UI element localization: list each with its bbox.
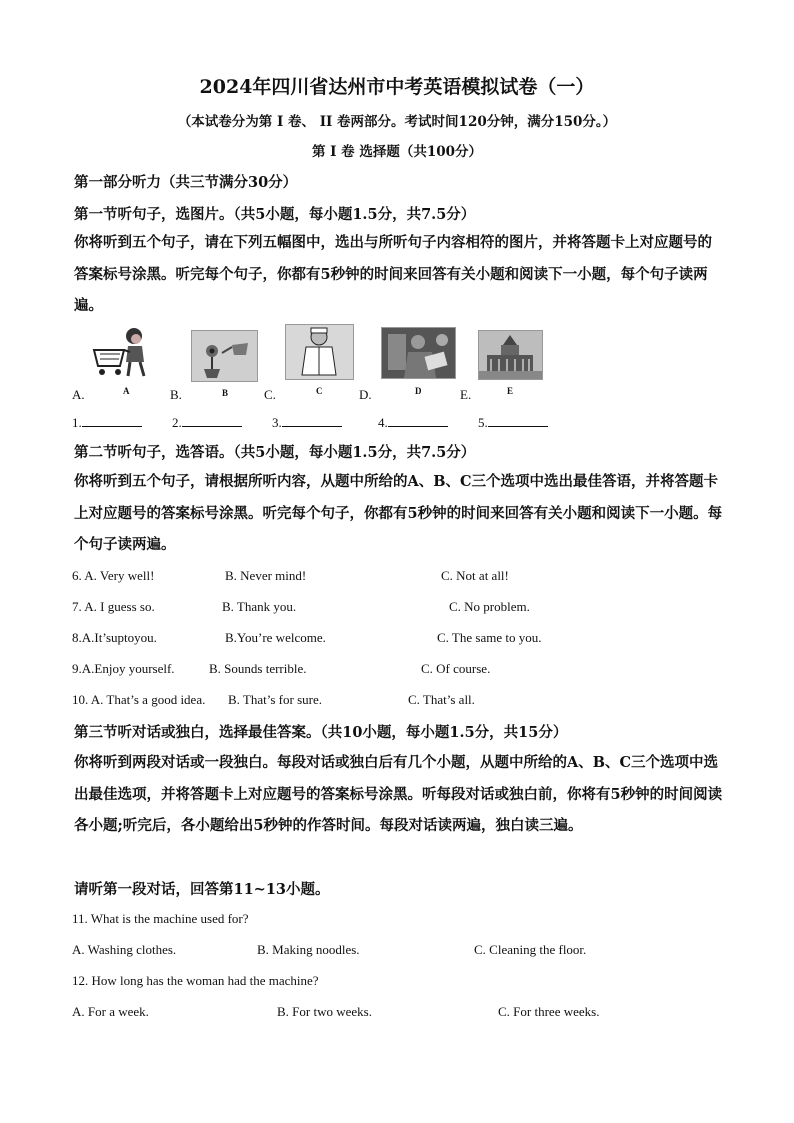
section1-heading: 第一节听句子，选图片。（共5小题，每小题1.5分，共7.5分）: [74, 206, 476, 223]
answer-blank-5[interactable]: 5.: [478, 412, 548, 431]
q7-option-a: 7. A. I guess so.: [72, 599, 155, 614]
q6-option-b: B. Never mind!: [225, 568, 307, 583]
q11-option-a: A. Washing clothes.: [72, 942, 177, 957]
section3-instructions: 你将听到两段对话或一段独白。每段对话或独白后有几个小题，从题中所给的A、B、C三个选项中选出最佳选项，并将答题卡上对应题号的答案标号涂黑。听每段对话或独白前，你将有5秒钟的时间阅读各小题;听完后，各小题给出5秒钟的作答时间。每段对话读两遍，独白读三遍。: [74, 754, 723, 834]
section1-instructions: 你将听到五个句子，请在下列五幅图中，选出与所听句子内容相符的图片，并将答题卡上对应题号的答案标号涂黑。听完每个句子，你都有5秒钟的时间来回答有关小题和阅读下一小题，每个句子读两遍。: [74, 234, 712, 314]
section2-instructions: 你将听到五个句子，请根据所听内容，从题中所给的A、B、C三个选项中选出最佳答语，并将答题卡上对应题号的答案标号涂黑。听完每个句子，你都有5秒钟的时间来回答有关小题和阅读下一小题。每个句子读两遍。: [74, 473, 723, 553]
option-label-b: B.: [170, 387, 182, 402]
q8-option-c: C. The same to you.: [437, 630, 542, 645]
picture-caption-b: B: [222, 388, 229, 398]
section3-heading: 第三节听对话或独白，选择最佳答案。（共10小题，每小题1.5分，共15分）: [74, 724, 568, 741]
q12-stem: 12. How long has the woman had the machine?: [72, 973, 319, 988]
q10-option-b: B. That’s for sure.: [228, 692, 322, 707]
picture-caption-d: D: [415, 386, 422, 396]
q8-option-b: B.You’re welcome.: [225, 630, 326, 645]
picture-caption-c: C: [316, 386, 323, 396]
q6-option-a: 6. A. Very well!: [72, 568, 155, 583]
picture-a-shopping-cart: [90, 326, 156, 382]
q11-stem: 11. What is the machine used for?: [72, 911, 249, 926]
q9-option-c: C. Of course.: [421, 661, 491, 676]
exam-title: 2024年四川省达州市中考英语模拟试卷（一）: [199, 76, 595, 98]
answer-blank-3[interactable]: 3.: [272, 412, 342, 431]
q12-option-c: C. For three weeks.: [498, 1004, 600, 1019]
dialogue1-heading: 请听第一段对话，回答第11~13小题。: [74, 881, 330, 898]
picture-caption-e: E: [507, 386, 514, 396]
answer-blank-1[interactable]: 1.: [72, 412, 142, 431]
q10-option-a: 10. A. That’s a good idea.: [72, 692, 206, 707]
answer-blank-4[interactable]: 4.: [378, 412, 448, 431]
q7-option-b: B. Thank you.: [222, 599, 297, 614]
q8-option-a: 8.A.It’suptoyou.: [72, 630, 157, 645]
answer-blank-2[interactable]: 2.: [172, 412, 242, 431]
q12-option-a: A. For a week.: [72, 1004, 149, 1019]
part-title: 第 I 卷 选择题（共100分）: [311, 144, 483, 160]
q9-option-b: B. Sounds terrible.: [209, 661, 307, 676]
q11-option-b: B. Making noodles.: [257, 942, 360, 957]
option-label-d: D.: [359, 387, 372, 402]
q9-option-a: 9.A.Enjoy yourself.: [72, 661, 175, 676]
q6-option-c: C. Not at all!: [441, 568, 509, 583]
picture-b-watering-flower: [191, 330, 258, 382]
option-label-a: A.: [72, 387, 85, 402]
picture-c-doctor: [285, 324, 354, 380]
q12-option-b: B. For two weeks.: [277, 1004, 372, 1019]
option-label-e: E.: [460, 387, 472, 402]
picture-caption-a: A: [123, 386, 130, 396]
exam-subtitle: （本试卷分为第 I 卷、 II 卷两部分。考试时间120分钟，满分150分。）: [177, 114, 617, 130]
q10-option-c: C. That’s all.: [408, 692, 475, 707]
q7-option-c: C. No problem.: [449, 599, 530, 614]
q11-option-c: C. Cleaning the floor.: [474, 942, 587, 957]
picture-e-building: [478, 330, 543, 380]
option-label-c: C.: [264, 387, 276, 402]
picture-d-people-reading: [381, 327, 456, 379]
section2-heading: 第二节听句子，选答语。（共5小题，每小题1.5分，共7.5分）: [74, 444, 476, 461]
listening-heading: 第一部分听力（共三节满分30分）: [74, 174, 298, 191]
